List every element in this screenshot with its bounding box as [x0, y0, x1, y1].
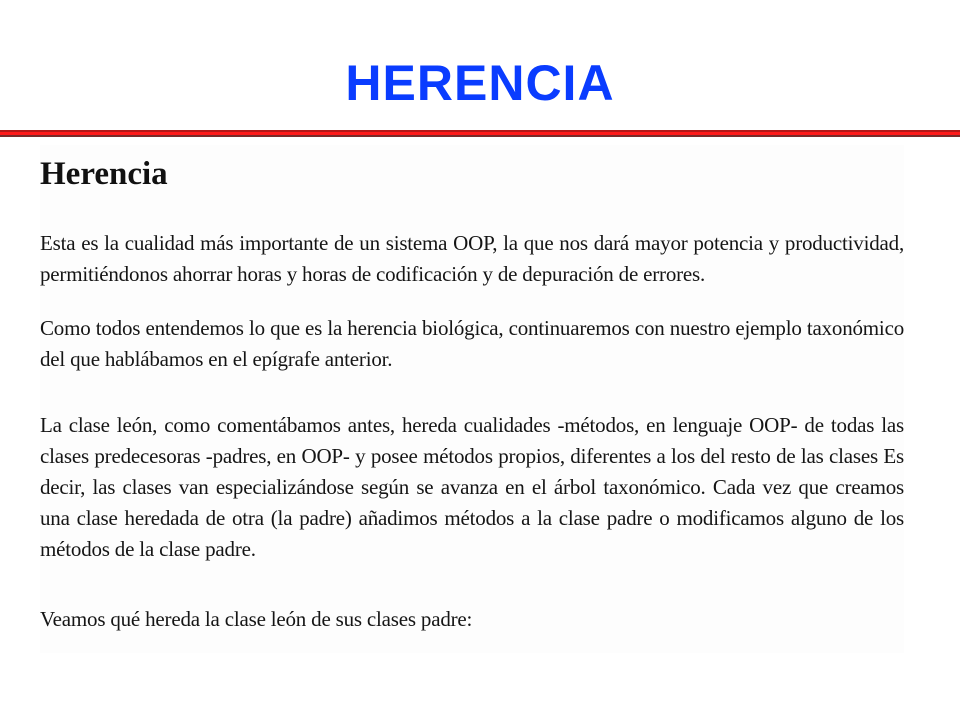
paragraph-3: La clase león, como comentábamos antes, hereda cualidades -métodos, en lenguaje OOP- de todas las clases predecesoras -padres, en OOP- y posee métodos propios, diferentes a los del resto de las clases Es decir, las clases van especializándose según se avanza en el árbol taxonómico. Cada vez que creamos una clase heredada de otra (la padre) añadimos métodos a la clase padre o modificamos alguno de los métodos de la clase padre.	[40, 413, 904, 561]
paragraph-1: Esta es la cualidad más importante de un sistema OOP, la que nos dará mayor potencia y productividad, permitiéndonos ahorrar horas y horas de codificación y de depuración de errores.	[40, 231, 904, 286]
slide-title: HERENCIA	[345, 55, 615, 111]
title-divider	[0, 130, 960, 137]
paragraph-2: Como todos entendemos lo que es la herencia biológica, continuaremos con nuestro ejemplo taxonómico del que hablábamos en el epígrafe anterior.	[40, 316, 904, 371]
document-heading: Herencia	[40, 156, 168, 192]
scanned-document-image	[40, 145, 904, 653]
paragraph-4: Veamos qué hereda la clase león de sus clases padre:	[40, 607, 473, 631]
